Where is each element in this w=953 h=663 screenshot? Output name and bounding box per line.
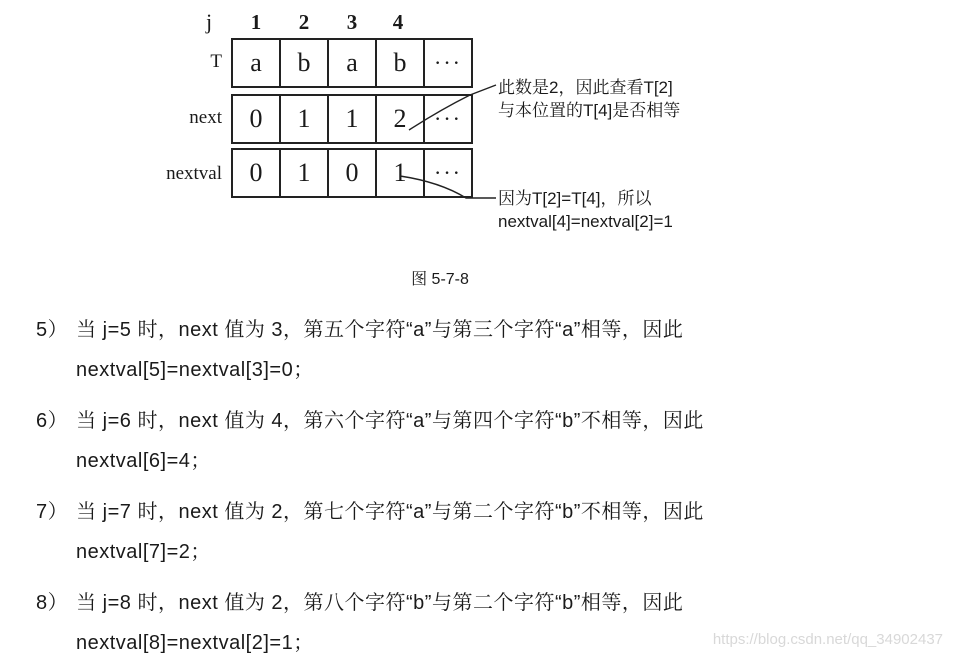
paragraph-5 [36, 310, 916, 390]
annotation-next-line2: 与本位置的T[4]是否相等 [498, 101, 681, 120]
paragraph-number: 8） [36, 592, 69, 614]
cell-t-ellipsis: ··· [434, 50, 462, 75]
paragraph-number: 5） [36, 319, 69, 341]
cell-t-3: a [329, 40, 377, 86]
paragraph-text: 当 j=8 时，next 值为 2，第八个字符“b”与第二个字符“b”相等，因此 [76, 592, 684, 614]
index-1: 1 [250, 10, 262, 34]
cell-nextval-2: 1 [281, 150, 329, 196]
annotation-next [498, 76, 680, 122]
row-label-t: T [210, 51, 222, 72]
kmp-figure [0, 0, 953, 300]
cell-next-4: 2 [377, 96, 425, 142]
annotation-nextval [498, 187, 673, 233]
paragraph-formula: nextval[5]=nextval[3]=0； [76, 359, 314, 381]
annotation-next-line1: 此数是2，因此查看T[2] [498, 78, 673, 97]
paragraph-text: 当 j=6 时，next 值为 4，第六个字符“a”与第四个字符“b”不相等，因此 [76, 410, 704, 432]
cell-next-3: 1 [329, 96, 377, 142]
paragraph-text: 当 j=7 时，next 值为 2，第七个字符“a”与第二个字符“b”不相等，因此 [76, 501, 704, 523]
annotation-nextval-line1: 因为T[2]=T[4]，所以 [498, 189, 652, 208]
paragraph-formula: nextval[7]=2； [76, 541, 211, 563]
paragraph-8 [36, 583, 916, 663]
column-index-label: j [206, 9, 213, 34]
paragraph-formula: nextval[6]=4； [76, 450, 211, 472]
cell-t-1: a [233, 40, 281, 86]
index-4: 4 [392, 10, 404, 34]
cell-nextval-ellipsis: ··· [434, 160, 462, 185]
cell-t-2: b [281, 40, 329, 86]
figure-caption: 图 5-7-8 [411, 271, 469, 288]
cell-nextval-3: 0 [329, 150, 377, 196]
paragraph-6 [36, 401, 916, 481]
row-label-next: next [189, 107, 222, 128]
cell-t-4: b [377, 40, 425, 86]
paragraph-number: 7） [36, 501, 69, 523]
paragraph-text: 当 j=5 时，next 值为 3，第五个字符“a”与第三个字符“a”相等，因此 [76, 319, 684, 341]
annotation-nextval-line2: nextval[4]=nextval[2]=1 [498, 212, 673, 231]
cell-nextval-4: 1 [377, 150, 425, 196]
annotation-leaders [0, 0, 953, 300]
cell-next-1: 0 [233, 96, 281, 142]
watermark: https://blog.csdn.net/qq_34902437 [712, 631, 943, 648]
paragraph-number: 6） [36, 410, 69, 432]
paragraph-formula: nextval[8]=nextval[2]=1； [76, 632, 314, 654]
index-2: 2 [298, 10, 310, 34]
cell-next-ellipsis: ··· [434, 106, 462, 131]
cell-next-2: 1 [281, 96, 329, 142]
paragraph-7 [36, 492, 916, 572]
cell-nextval-1: 0 [233, 150, 281, 196]
row-label-nextval: nextval [166, 163, 222, 184]
index-3: 3 [346, 10, 358, 34]
